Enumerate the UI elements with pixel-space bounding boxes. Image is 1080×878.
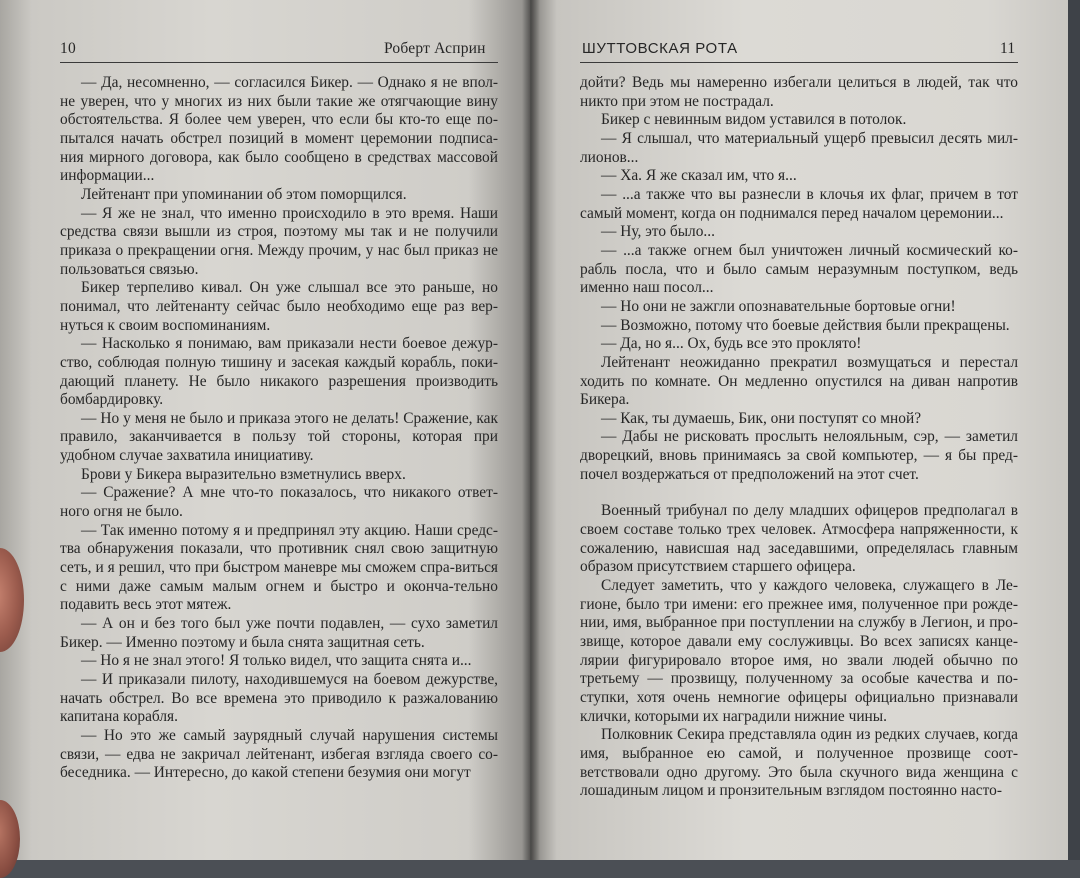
paragraph: — Я слышал, что материальный ущерб превысил десять мил-лионов... bbox=[580, 129, 1018, 166]
right-page-number: 11 bbox=[1000, 40, 1016, 57]
paragraph: дойти? Ведь мы намеренно избегали целиться в людей, так что никто при этом не пострадал. bbox=[580, 74, 1018, 110]
left-header-rule bbox=[60, 62, 498, 63]
paragraph: Военный трибунал по делу младших офицеров предполагал в своем составе только трех человек. Атмосфера напряженности, к сожалению, нависшая над заседавшими, определялась главным образом присутствием старшего офицера. bbox=[580, 502, 1018, 576]
paragraph: — Но они не зажгли опознавательные бортовые огни! bbox=[601, 297, 956, 315]
right-running-head: ШУТТОВСКАЯ РОТА bbox=[582, 40, 738, 57]
paragraph: — Насколько я понимаю, вам приказали нести боевое дежур-ство, соблюдая полную тишину и засекая каждый корабль, поки-дающий планету. Не было никакого разрешения производить бомбардировку. bbox=[60, 335, 498, 409]
paragraph: Брови у Бикера выразительно взметнулись вверх. bbox=[81, 465, 406, 483]
left-running-head: Роберт Асприн bbox=[384, 40, 486, 57]
paragraph: — Я же не знал, что именно происходило в это время. Наши средства связи вышли из строя, поэтому мы так и не получили приказа о прекращении огня. Между прочим, у нас был приказ не пользоваться связью. bbox=[60, 204, 498, 278]
paragraph: — ...а также огнем был уничтожен личный космический ко-рабль посла, что и было самым неразумным поступком, ведь именно наш посол... bbox=[580, 241, 1018, 297]
paragraph: — Сражение? А мне что-то показалось, что никакого ответ-ного огня не было. bbox=[60, 484, 498, 521]
paragraph: — Но я не знал этого! Я только видел, что защита снята и... bbox=[81, 652, 472, 670]
right-header-rule bbox=[580, 62, 1018, 63]
paragraph: — Ну, это было... bbox=[601, 223, 715, 241]
paragraph: — Да, несомненно, — согласился Бикер. — Однако я не впол-не уверен, что у многих из них были такие же отягчающие вину обстоятельства. Я более чем уверен, что если бы кто-то еще по-пытался начать обстрел позиций в момент церемонии подписа-ния мирного договора, как было сообщено в средствах массовой информации... bbox=[60, 74, 498, 185]
paragraph: — Ха. Я же сказал им, что я... bbox=[601, 167, 797, 185]
paragraph: — Возможно, потому что боевые действия были прекращены. bbox=[601, 316, 1010, 334]
paragraph: Лейтенант неожиданно прекратил возмущаться и перестал ходить по комнате. Он медленно опустился на диван напротив Бикера. bbox=[580, 353, 1018, 409]
paragraph: — Как, ты думаешь, Бик, они поступят со мной? bbox=[601, 409, 922, 427]
left-page-number: 10 bbox=[60, 40, 76, 57]
left-page bbox=[0, 0, 532, 860]
paragraph: — ...а также что вы разнесли в клочья их флаг, причем в тот самый момент, когда он поднимался перед началом церемонии... bbox=[580, 185, 1018, 222]
paragraph: — Но это же самый заурядный случай нарушения системы связи, — едва не закричал лейтенант, избегая взгляда своего со-беседника. — Интересно, до какой степени безумия они могут bbox=[60, 726, 498, 782]
paragraph: — И приказали пилоту, находившемуся на боевом дежурстве, начать обстрел. Во все времена это приводило к разжалованию капитана корабля. bbox=[60, 671, 498, 726]
paragraph: — Так именно потому я и предпринял эту акцию. Наши средс-тва обнаружения показали, что противник снял свою защитную сеть, и я решил, что при быстром маневре мы сможем спра-виться с ними даже самым малым огнем и быстро и оконча-тельно подавить весь этот мятеж. bbox=[60, 521, 498, 614]
paragraph: Следует заметить, что у каждого человека, служащего в Ле-гионе, было три имени: его прежнее имя, полученное при рожде-нии, имя, выбранное при поступлении на службу в Легион, и про-звище, которое давали ему сослуживцы. Во всех записях канце-лярии фигурировало второе имя, но звали людей обычно по третьему — прозвищу, полученному за особые качества и по-ступки, хотя очень немногие офицеры официально признавали клички, которыми их наградили нижние чины. bbox=[580, 577, 1018, 725]
paragraph: — Дабы не рисковать прослыть нелояльным, сэр, — заметил дворецкий, вновь принимаясь за свой компьютер, — я бы пред-почел воздержаться от предположений на этот счет. bbox=[580, 428, 1018, 483]
left-page-text bbox=[60, 74, 498, 783]
paragraph: — А он и без того был уже почти подавлен, — сухо заметил Бикер. — Именно поэтому и была снята защитная сеть. bbox=[60, 615, 498, 651]
paragraph: Лейтенант при упоминании об этом поморщился. bbox=[81, 185, 407, 203]
paragraph: Бикер терпеливо кивал. Он уже слышал все это раньше, но понимал, что лейтенанту сейчас было необходимо еще раз вер-нуться к своим воспоминаниям. bbox=[60, 279, 498, 334]
paragraph: Бикер с невинным видом уставился в потолок. bbox=[601, 111, 907, 129]
book-gutter-shadow bbox=[522, 0, 540, 860]
right-page-text bbox=[580, 74, 1018, 801]
paragraph: — Но у меня не было и приказа этого не делать! Сражение, как правило, заканчивается в пользу той стороны, которая при удобном случае захватила инициативу. bbox=[60, 409, 498, 465]
paragraph: Полковник Секира представляла один из редких случаев, когда имя, выбранное ею самой, и полученное прозвище соот-ветствовали одно другому. Это была скучного вида женщина с лошадиным лицом и пронзительным взглядом постоянно насто- bbox=[580, 726, 1018, 800]
paragraph: — Да, но я... Ох, будь все это проклято! bbox=[601, 335, 862, 353]
right-page bbox=[530, 0, 1068, 860]
